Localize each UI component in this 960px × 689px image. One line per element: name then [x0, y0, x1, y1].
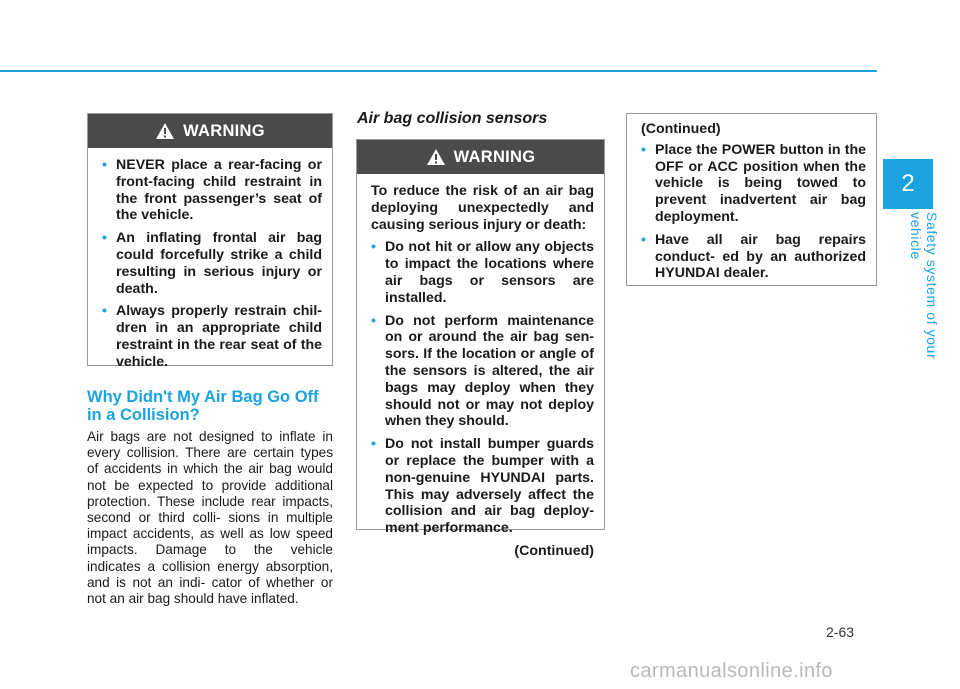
warning-header	[88, 114, 332, 148]
warning-list	[371, 239, 594, 537]
warning-item: • Always properly restrain chil- dren in an appropriate child restraint in the rear seat of the vehicle.	[102, 303, 322, 370]
warning-triangle-icon	[426, 148, 446, 166]
continued-label: (Continued)	[641, 121, 721, 137]
sensors-heading: Air bag collision sensors	[357, 110, 548, 127]
warning-intro: To reduce the risk of an air bag deploying unexpectedly and causing serious injury or death:	[371, 183, 594, 233]
watermark: carmanualsonline.info	[630, 660, 833, 682]
warning-body	[357, 174, 604, 572]
warning-box-continued	[626, 113, 877, 286]
section-heading: Why Didn't My Air Bag Go Off in a Collision?	[87, 388, 319, 424]
section-body: Air bags are not designed to inflate in every collision. There are certain types of accidents in which the air bag would not be expected to provide additional protection. These include rear impacts, second or third colli- sions in multiple impact accidents, as well as low speed impacts. Damage to the vehicle indicates a collision energy absorption, and is not an indi- cator of whether or not an air bag should have inflated.	[87, 429, 333, 607]
warning-box-child-restraint	[87, 113, 333, 370]
warning-item: • Have all air bag repairs conduct- ed by an authorized HYUNDAI dealer.	[641, 232, 866, 282]
warning-item: • Do not install bumper guards or replace the bumper with a non-genuine HYUNDAI parts. This may adversely affect the collision and air bag deploy- ment performance.	[371, 436, 594, 537]
warning-list	[102, 157, 322, 371]
page-number: 2-63	[826, 624, 855, 640]
continued-label: (Continued)	[514, 542, 594, 559]
warning-box-sensors	[356, 139, 605, 559]
warning-item: • Do not hit or allow any objects to impact the locations where air bags or sensors are installed.	[371, 239, 594, 306]
warning-item: • Do not perform maintenance on or around the air bag sen- sors. If the location or angle of the sensors is altered, the air bags may deploy when they should not or may not deploy when they should.	[371, 313, 594, 431]
warning-triangle-icon	[155, 122, 175, 140]
warning-item: • Place the POWER button in the OFF or ACC position when the vehicle is being towed to prevent inadvertent air bag deployment.	[641, 142, 866, 226]
warning-title: WARNING	[453, 147, 536, 166]
warning-header	[357, 140, 604, 174]
chapter-number-tab: 2	[883, 159, 933, 209]
warning-item: • NEVER place a rear-facing or front-facing child restraint in the front passenger’s seat of the vehicle.	[102, 157, 322, 224]
warning-item: • An inflating frontal air bag could forcefully strike a child resulting in serious injury or death.	[102, 230, 322, 297]
warning-body	[88, 148, 332, 383]
chapter-title: Safety system of your vehicle	[908, 212, 940, 360]
warning-body	[627, 114, 876, 294]
top-rule	[0, 70, 877, 72]
warning-list	[641, 142, 866, 282]
warning-title: WARNING	[183, 121, 265, 140]
